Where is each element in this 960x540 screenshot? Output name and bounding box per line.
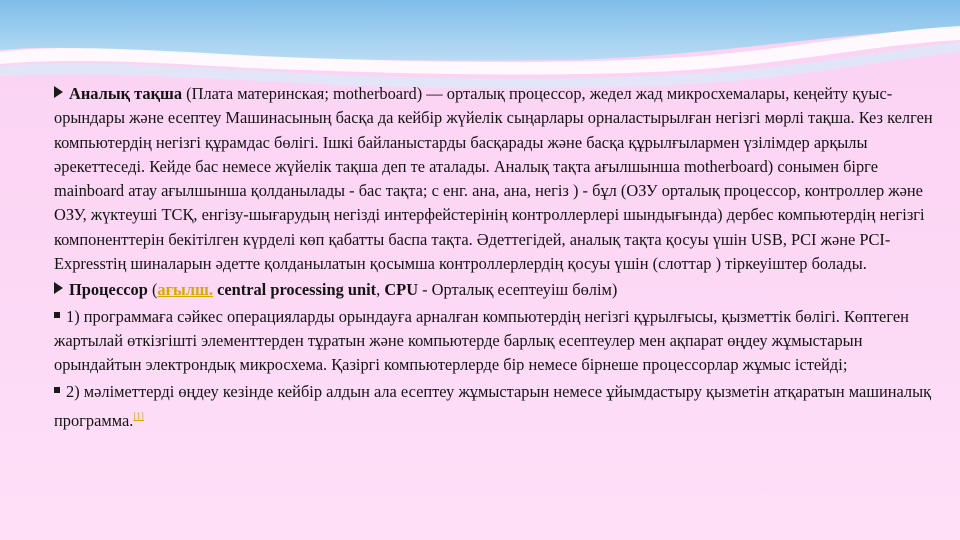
paragraph-motherboard [54,82,934,276]
term-processor: Процессор [69,280,148,300]
square-bullet-icon [54,387,60,393]
processor-translation: - Орталық есептеуіш бөлім) [418,280,618,300]
paragraph-definition-2 [54,380,934,434]
english-abbr-link[interactable]: ағылш. [157,280,213,300]
open-paren: ( [147,280,158,300]
cpu-abbr: CPU [384,280,419,300]
definition-1-text: 1) программаға сәйкес операцияларды орындауға арналған компьютердің негізгі құрылғысы, қызметтік бөлігі. Көптеген жартылай өткізгішті элементтерден тұратын және компьютерде барлық есептеулер мен ақпарат өңдеу жұмыстарын орындайтын электрондық микросхема. Қазіргі компьютерлерде бір немесе бірнеше процессорлар жұмыс істейді; [54,306,909,375]
arrow-bullet-icon [54,86,63,98]
arrow-bullet-icon [54,282,63,294]
square-bullet-icon [54,312,60,318]
english-term: central processing unit [212,280,377,300]
motherboard-description: (Плата материнская; motherboard) — орталық процессор, жедел жад микросхемалары, кеңейту қуыс- орындары және есептеу Машинасының басқа да кейбір жүйелік сыңарлары орналастырылған негізгі мөрлі тақша. Кез келген компьютердің негізгі құрамдас бөлігі. Ішкі байланыстарды басқарады және басқа құрылғылармен үзілімдер арқылы әрекеттеседі. Кейде бас немесе жүйелік тақша деп те аталады. Аналық тақта ағылшынша motherboard) сонымен бірге mainboard атау ағылшынша қолданылады - бас тақта; с енг. ана, ана, негіз ) - бұл (ОЗУ орталық процессор, контроллер және ОЗУ, жүктеуші ТСҚ, енгізу-шығарудың негізді интерфейстерінің контроллерлері шындығында) дербес компьютердің негізгі компоненттерін бекітілген күрделі көп қабатты баспа тақта. Әдеттегідей, аналық тақта қосуы үшін USB, PCI және PCI-Expressтің шиналарын әдетте қолданылатын қосымша контроллерлердің қосуы үшін (слоттар ) тіркеуіштер болады. [54,84,933,274]
comma: , [376,280,385,300]
slide-content [54,82,934,433]
paragraph-processor [54,278,934,302]
paragraph-definition-1 [54,305,934,378]
definition-2-text: 2) мәліметтерді өңдеу кезінде кейбір алдын ала есептеу жұмыстарын немесе ұйымдастыру қызметін атқаратын машиналық программа. [54,381,932,430]
term-motherboard: Аналық тақша [69,84,183,103]
reference-link[interactable]: [1] [133,410,144,421]
